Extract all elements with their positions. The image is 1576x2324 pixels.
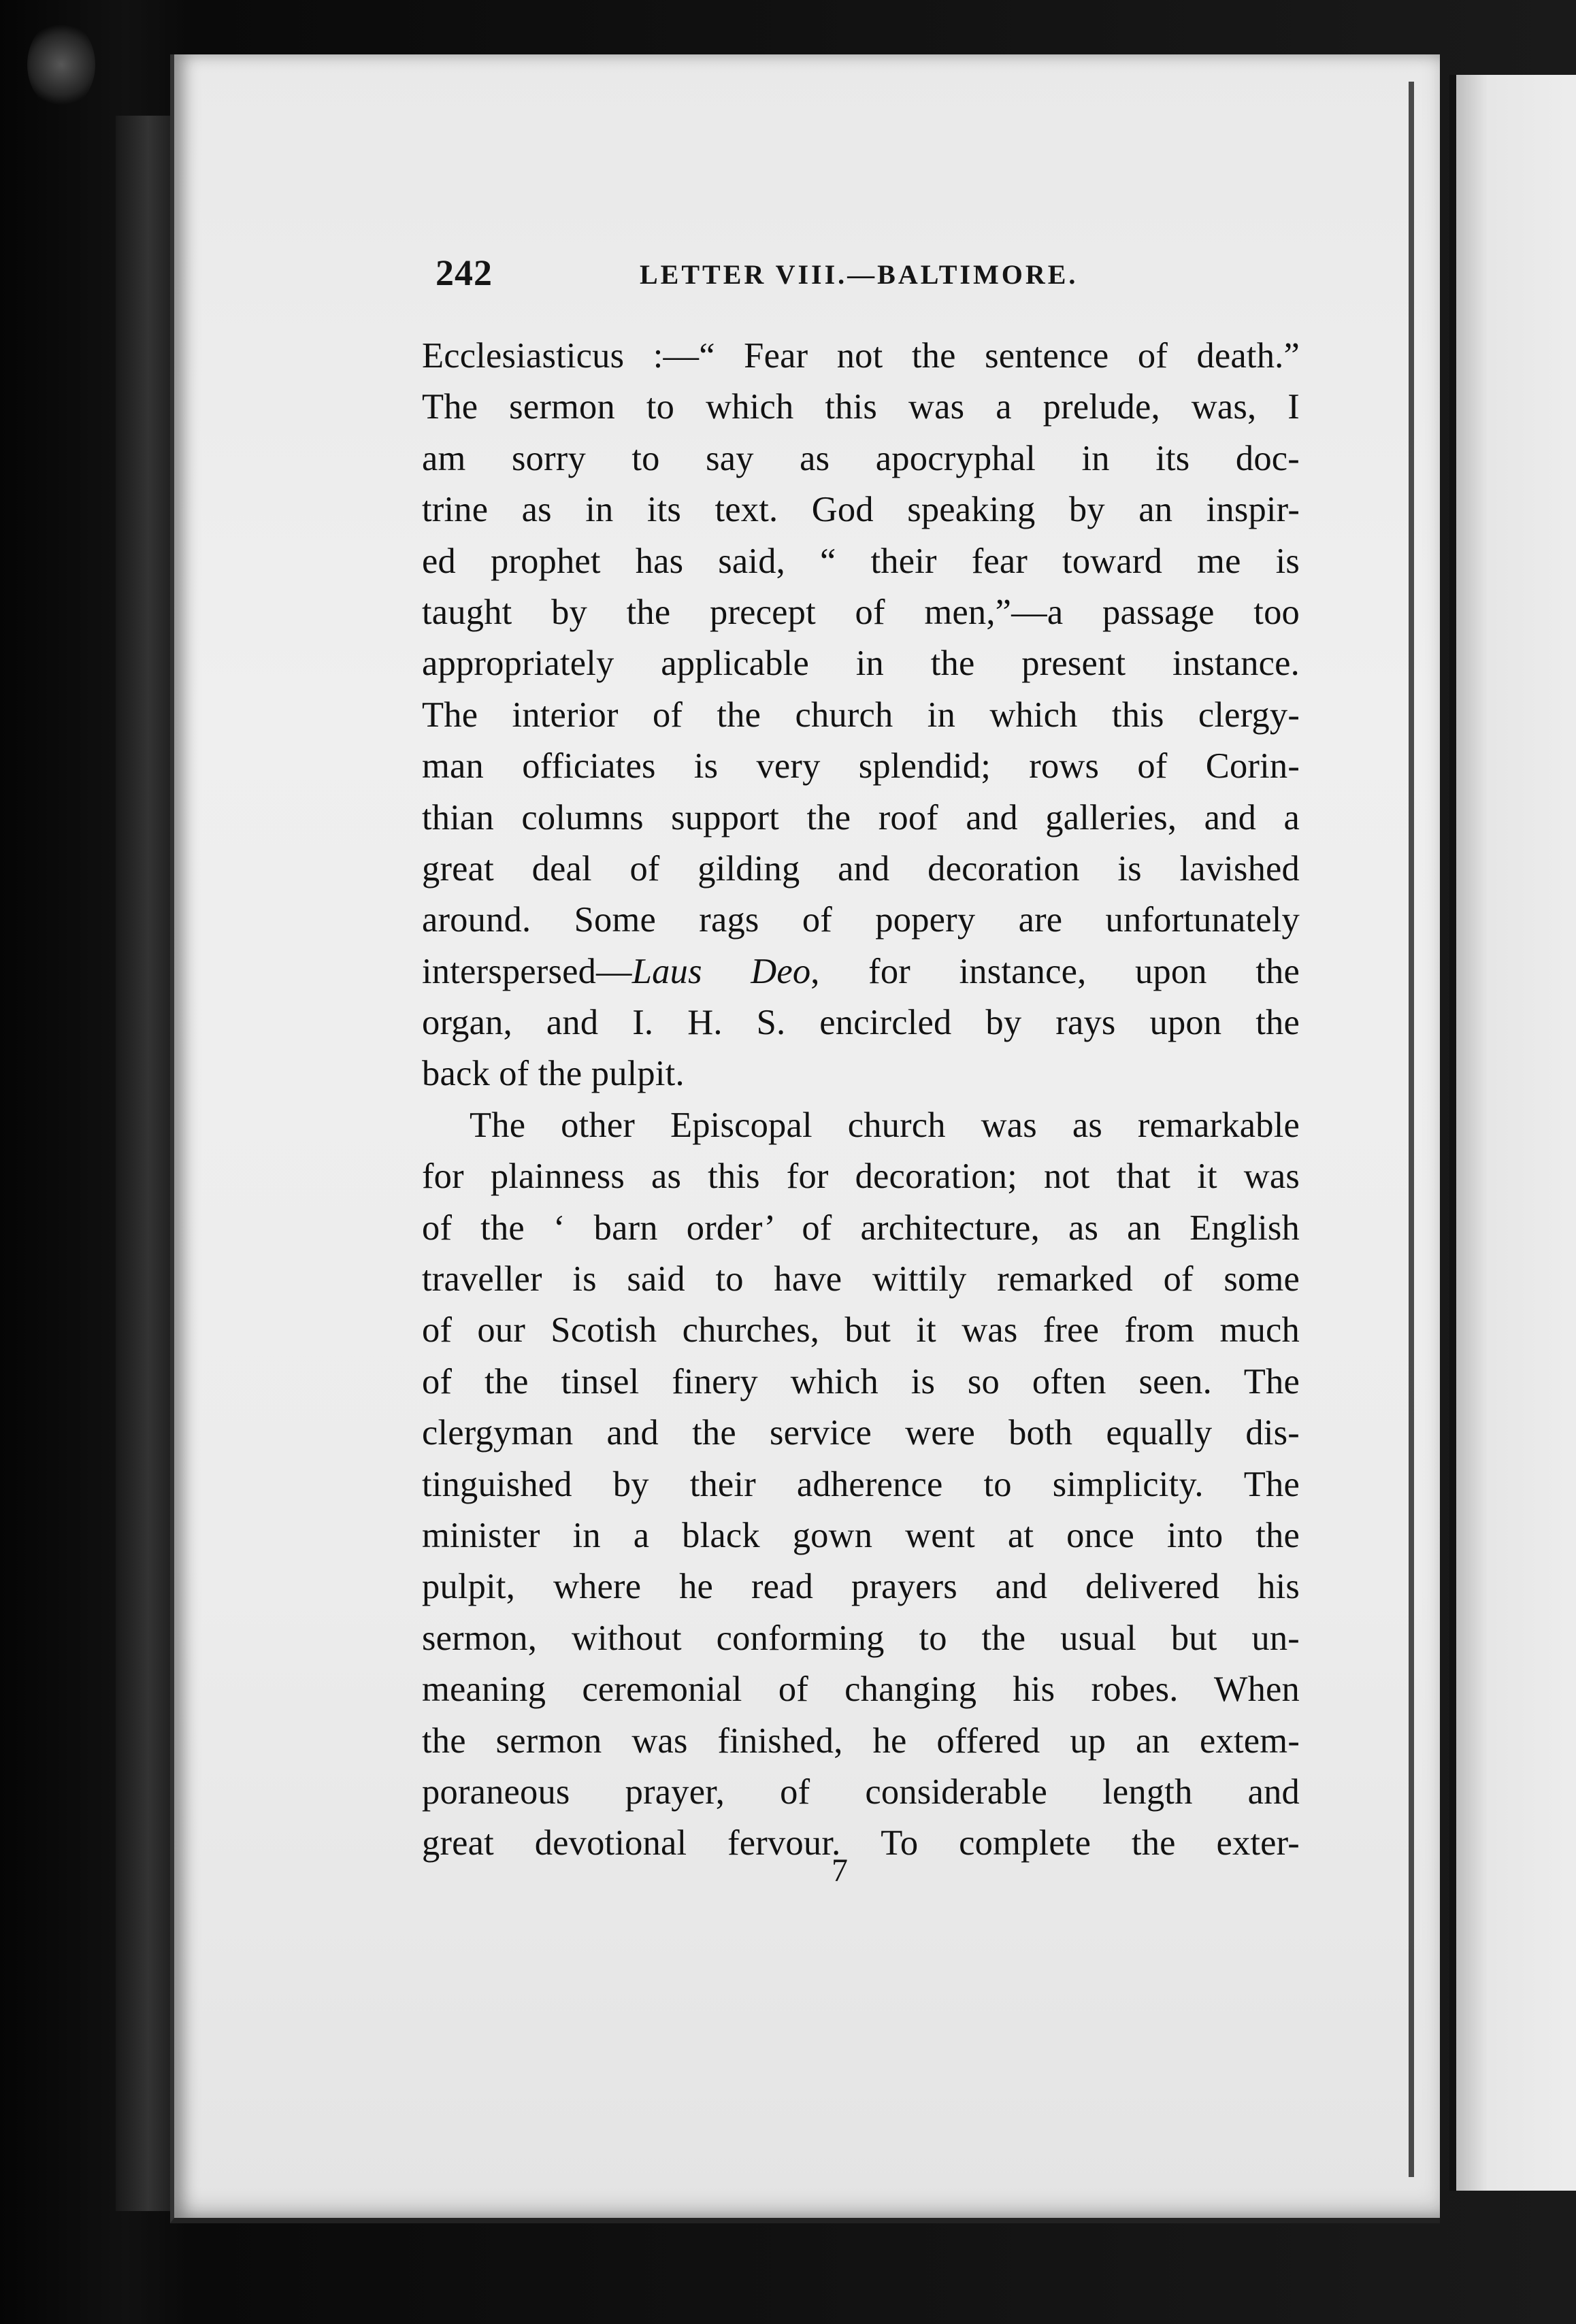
text-line: back of the pulpit. xyxy=(422,1054,685,1094)
page-gutter-shadow xyxy=(1409,82,1414,2177)
scan-smudge xyxy=(27,20,95,109)
text-line: great devotional fervour. To complete the exter- xyxy=(422,1823,1300,1863)
body-text xyxy=(422,331,1300,1870)
facing-page-edge xyxy=(1449,75,1576,2191)
text-line: The interior of the church in which this clergy- xyxy=(422,695,1300,735)
text-line: of the ‘ barn order’ of architecture, as an English xyxy=(422,1208,1300,1248)
text-line: trine as in its text. God speaking by an inspir- xyxy=(422,490,1300,530)
text-line: The sermon to which this was a prelude, was, I xyxy=(422,387,1300,427)
text-line: of the tinsel finery which is so often seen. The xyxy=(422,1361,1300,1401)
text-line: organ, and I. H. S. encircled by rays upon the xyxy=(422,1003,1300,1043)
running-head xyxy=(436,252,1307,299)
text-line: am sorry to say as apocryphal in its doc- xyxy=(422,438,1300,478)
text-line: thian columns support the roof and galleries, and a xyxy=(422,797,1300,837)
text-line: for plainness as this for decoration; not that it was xyxy=(422,1157,1300,1197)
text-line: minister in a black gown went at once into the xyxy=(422,1515,1300,1555)
text-line: appropriately applicable in the present instance. xyxy=(422,644,1300,684)
text-line: the sermon was finished, he offered up an extem- xyxy=(422,1721,1300,1761)
text-line: around. Some rags of popery are unfortunately xyxy=(422,900,1300,940)
text-line-with-italic: interspersed—Laus Deo, for instance, upon the xyxy=(422,951,1300,991)
text-line: Ecclesiasticus :—“ Fear not the sentence of death.” xyxy=(422,336,1300,376)
text-line: meaning ceremonial of changing his robes. When xyxy=(422,1670,1300,1710)
text-line: tinguished by their adherence to simplicity. The xyxy=(422,1464,1300,1504)
text-line: taught by the precept of men,”—a passage too xyxy=(422,592,1300,632)
page-header-title: LETTER VIII.—BALTIMORE. xyxy=(640,259,1079,290)
italic-phrase: Laus Deo xyxy=(631,951,811,991)
text-line: poraneous prayer, of considerable length and xyxy=(422,1772,1300,1812)
signature-mark: 7 xyxy=(832,1853,848,1889)
text-line: clergyman and the service were both equally dis- xyxy=(422,1413,1300,1453)
text-line: The other Episcopal church was as remarkable xyxy=(470,1105,1300,1145)
text-line: ed prophet has said, “ their fear toward me is xyxy=(422,541,1300,581)
paragraph-2 xyxy=(422,1100,1300,1870)
text-line: pulpit, where he read prayers and delivered his xyxy=(422,1567,1300,1607)
text-line: sermon, without conforming to the usual but un- xyxy=(422,1618,1300,1658)
page-number: 242 xyxy=(436,252,493,293)
text-line: man officiates is very splendid; rows of Corin- xyxy=(422,746,1300,786)
text-line: of our Scotish churches, but it was free from much xyxy=(422,1310,1300,1350)
text-line: traveller is said to have wittily remarked of some xyxy=(422,1259,1300,1299)
paragraph-1 xyxy=(422,331,1300,1100)
text-line: great deal of gilding and decoration is lavished xyxy=(422,848,1300,889)
